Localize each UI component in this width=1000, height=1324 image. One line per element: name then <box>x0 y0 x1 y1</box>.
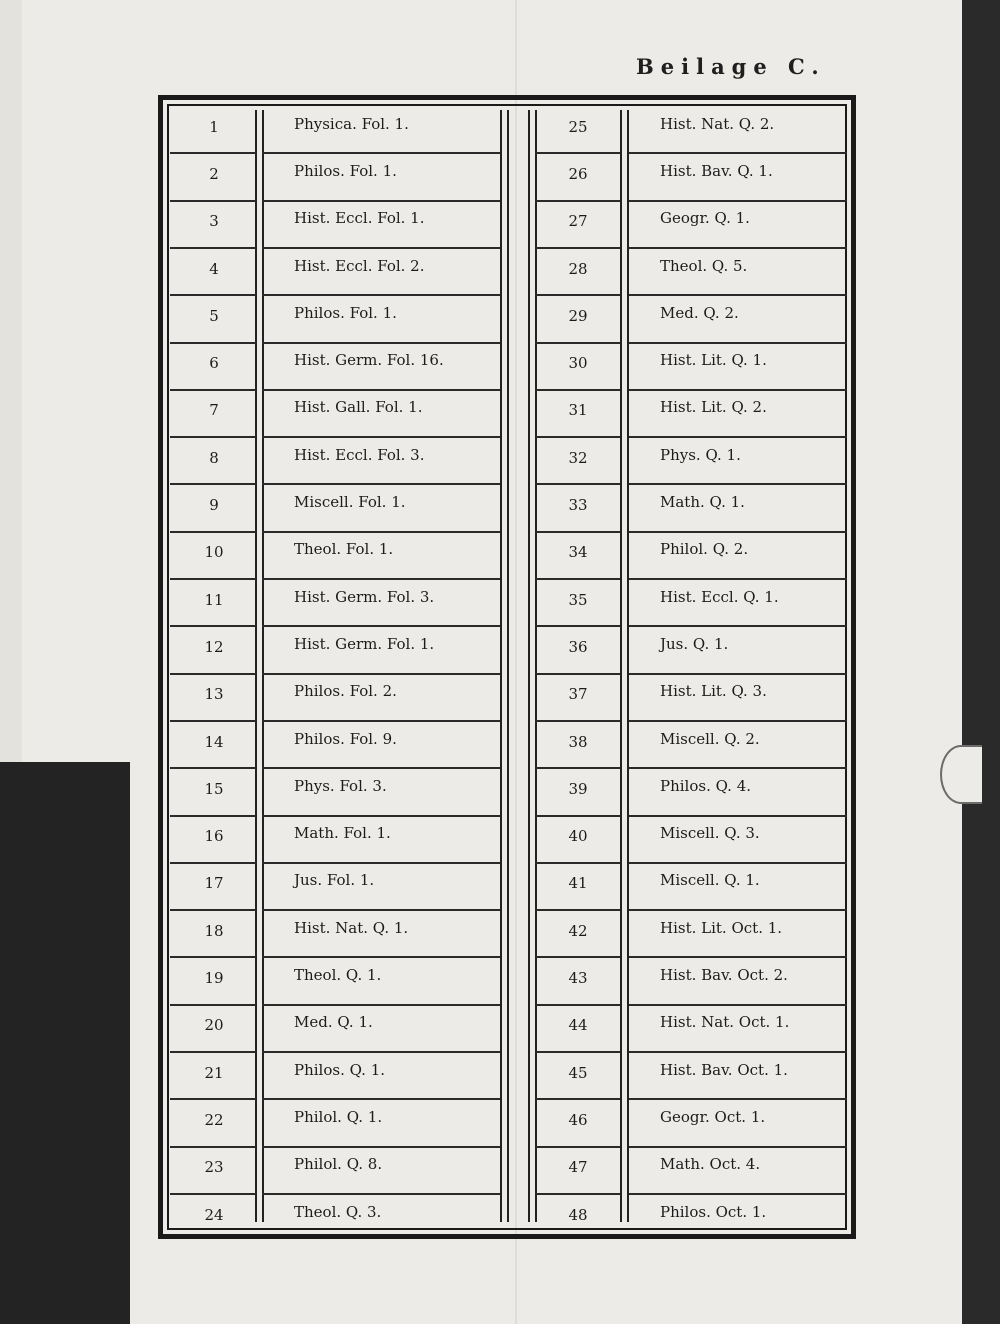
row-rule <box>629 200 847 202</box>
entry-shelfmark: Hist. Eccl. Fol. 3. <box>294 445 425 464</box>
entry-number: 19 <box>204 969 224 988</box>
entry-number: 8 <box>209 448 219 467</box>
column-divider <box>528 110 530 1222</box>
entry-shelfmark: Geogr. Q. 1. <box>660 209 750 228</box>
entry-number: 6 <box>209 354 219 373</box>
entry-shelfmark: Hist. Eccl. Fol. 2. <box>294 256 425 275</box>
column-divider <box>255 110 257 1222</box>
row-rule <box>262 1004 500 1006</box>
entry-shelfmark: Geogr. Oct. 1. <box>660 1107 766 1126</box>
entry-shelfmark: Jus. Fol. 1. <box>294 871 375 890</box>
row-rule <box>629 1051 847 1053</box>
row-rule <box>262 578 500 580</box>
row-rule <box>262 200 500 202</box>
row-rule <box>629 389 847 391</box>
entry-number: 30 <box>568 354 588 373</box>
entry-shelfmark: Hist. Nat. Oct. 1. <box>660 1013 790 1032</box>
entry-shelfmark: Miscell. Fol. 1. <box>294 493 406 512</box>
fold-tab <box>940 745 982 804</box>
row-rule <box>535 152 620 154</box>
entry-number: 43 <box>568 969 588 988</box>
row-rule <box>535 578 620 580</box>
entry-shelfmark: Philos. Q. 4. <box>660 776 752 795</box>
entry-shelfmark: Theol. Q. 3. <box>294 1202 382 1221</box>
entry-number: 22 <box>204 1110 224 1129</box>
entry-number: 20 <box>204 1016 224 1035</box>
row-rule <box>535 1098 620 1100</box>
row-rule <box>170 720 256 722</box>
column-divider <box>620 110 622 1222</box>
row-rule <box>170 294 256 296</box>
row-rule <box>535 767 620 769</box>
row-rule <box>535 200 620 202</box>
entry-number: 9 <box>209 496 219 515</box>
row-rule <box>629 342 847 344</box>
row-rule <box>629 673 847 675</box>
entry-shelfmark: Phys. Fol. 3. <box>294 776 387 795</box>
row-rule <box>262 720 500 722</box>
row-rule <box>170 483 256 485</box>
row-rule <box>535 673 620 675</box>
row-rule <box>170 625 256 627</box>
row-rule <box>170 815 256 817</box>
row-rule <box>262 389 500 391</box>
row-rule <box>170 342 256 344</box>
entry-shelfmark: Philos. Fol. 1. <box>294 303 397 322</box>
row-rule <box>629 862 847 864</box>
column-divider <box>262 110 264 1222</box>
entry-shelfmark: Hist. Eccl. Fol. 1. <box>294 209 425 228</box>
row-rule <box>535 389 620 391</box>
entry-shelfmark: Hist. Germ. Fol. 3. <box>294 587 435 606</box>
row-rule <box>170 247 256 249</box>
row-rule <box>170 531 256 533</box>
row-rule <box>629 531 847 533</box>
row-rule <box>629 436 847 438</box>
entry-number: 41 <box>568 874 588 893</box>
row-rule <box>170 767 256 769</box>
column-divider <box>627 110 629 1222</box>
row-rule <box>535 1146 620 1148</box>
row-rule <box>170 1051 256 1053</box>
entry-number: 32 <box>568 448 588 467</box>
row-rule <box>535 342 620 344</box>
row-rule <box>535 862 620 864</box>
row-rule <box>170 152 256 154</box>
entry-shelfmark: Hist. Lit. Oct. 1. <box>660 918 783 937</box>
row-rule <box>535 1051 620 1053</box>
row-rule <box>262 483 500 485</box>
entry-number: 46 <box>568 1110 588 1129</box>
entry-shelfmark: Hist. Lit. Q. 3. <box>660 682 767 701</box>
row-rule <box>262 531 500 533</box>
row-rule <box>629 720 847 722</box>
entry-number: 47 <box>568 1158 588 1177</box>
entry-number: 11 <box>204 590 224 609</box>
entry-shelfmark: Philos. Q. 1. <box>294 1060 386 1079</box>
entry-number: 36 <box>568 637 588 656</box>
entry-shelfmark: Physica. Fol. 1. <box>294 114 409 133</box>
page-heading: Beilage C. <box>636 54 826 79</box>
row-rule <box>629 1146 847 1148</box>
entry-shelfmark: Hist. Bav. Oct. 1. <box>660 1060 788 1079</box>
row-rule <box>629 1098 847 1100</box>
entry-number: 3 <box>209 212 219 231</box>
row-rule <box>535 247 620 249</box>
entry-number: 44 <box>568 1016 588 1035</box>
row-rule <box>170 1146 256 1148</box>
entry-shelfmark: Hist. Bav. Oct. 2. <box>660 966 788 985</box>
row-rule <box>629 1193 847 1195</box>
row-rule <box>170 956 256 958</box>
row-rule <box>535 815 620 817</box>
row-rule <box>262 294 500 296</box>
entry-number: 4 <box>209 259 219 278</box>
row-rule <box>629 625 847 627</box>
entry-shelfmark: Philos. Fol. 9. <box>294 729 397 748</box>
entry-shelfmark: Philos. Fol. 1. <box>294 161 397 180</box>
entry-shelfmark: Philol. Q. 1. <box>294 1107 383 1126</box>
entry-shelfmark: Theol. Fol. 1. <box>294 540 394 559</box>
row-rule <box>262 1098 500 1100</box>
entry-number: 40 <box>568 827 588 846</box>
entry-shelfmark: Med. Q. 2. <box>660 303 739 322</box>
entry-number: 7 <box>209 401 219 420</box>
entry-number: 18 <box>204 921 224 940</box>
book-edge <box>962 0 1000 1324</box>
row-rule <box>262 436 500 438</box>
entry-shelfmark: Hist. Germ. Fol. 1. <box>294 634 435 653</box>
entry-shelfmark: Hist. Germ. Fol. 16. <box>294 351 444 370</box>
entry-number: 25 <box>568 117 588 136</box>
entry-number: 5 <box>209 306 219 325</box>
entry-number: 16 <box>204 827 224 846</box>
entry-shelfmark: Miscell. Q. 3. <box>660 824 760 843</box>
row-rule <box>170 1098 256 1100</box>
entry-number: 27 <box>568 212 588 231</box>
row-rule <box>262 342 500 344</box>
entry-number: 17 <box>204 874 224 893</box>
entry-number: 42 <box>568 921 588 940</box>
entry-shelfmark: Miscell. Q. 1. <box>660 871 760 890</box>
row-rule <box>170 578 256 580</box>
row-rule <box>629 956 847 958</box>
entry-number: 37 <box>568 685 588 704</box>
entry-number: 33 <box>568 496 588 515</box>
row-rule <box>629 247 847 249</box>
row-rule <box>170 200 256 202</box>
row-rule <box>629 483 847 485</box>
entry-shelfmark: Hist. Lit. Q. 2. <box>660 398 767 417</box>
row-rule <box>170 389 256 391</box>
entry-number: 38 <box>568 732 588 751</box>
row-rule <box>262 862 500 864</box>
entry-number: 15 <box>204 779 224 798</box>
entry-shelfmark: Hist. Eccl. Q. 1. <box>660 587 779 606</box>
entry-number: 31 <box>568 401 588 420</box>
row-rule <box>262 152 500 154</box>
entry-shelfmark: Philol. Q. 2. <box>660 540 749 559</box>
row-rule <box>629 815 847 817</box>
entry-shelfmark: Phys. Q. 1. <box>660 445 741 464</box>
entry-shelfmark: Math. Q. 1. <box>660 493 745 512</box>
entry-shelfmark: Med. Q. 1. <box>294 1013 373 1032</box>
entry-number: 21 <box>204 1063 224 1082</box>
row-rule <box>170 1193 256 1195</box>
entry-number: 28 <box>568 259 588 278</box>
entry-number: 39 <box>568 779 588 798</box>
row-rule <box>170 1004 256 1006</box>
row-rule <box>629 1004 847 1006</box>
entry-number: 24 <box>204 1205 224 1224</box>
row-rule <box>629 767 847 769</box>
row-rule <box>170 673 256 675</box>
row-rule <box>262 1146 500 1148</box>
entry-number: 26 <box>568 164 588 183</box>
row-rule <box>170 436 256 438</box>
column-divider <box>507 110 509 1222</box>
entry-shelfmark: Jus. Q. 1. <box>660 634 729 653</box>
row-rule <box>262 1051 500 1053</box>
entry-shelfmark: Hist. Gall. Fol. 1. <box>294 398 423 417</box>
row-rule <box>535 909 620 911</box>
row-rule <box>262 909 500 911</box>
row-rule <box>535 956 620 958</box>
row-rule <box>262 247 500 249</box>
entry-number: 35 <box>568 590 588 609</box>
entry-shelfmark: Theol. Q. 1. <box>294 966 382 985</box>
entry-number: 12 <box>204 637 224 656</box>
entry-shelfmark: Philol. Q. 8. <box>294 1155 383 1174</box>
entry-number: 14 <box>204 732 224 751</box>
entry-shelfmark: Math. Oct. 4. <box>660 1155 761 1174</box>
entry-shelfmark: Philos. Oct. 1. <box>660 1202 767 1221</box>
row-rule <box>262 815 500 817</box>
entry-number: 23 <box>204 1158 224 1177</box>
row-rule <box>535 625 620 627</box>
row-rule <box>535 1193 620 1195</box>
column-divider <box>535 110 537 1222</box>
entry-shelfmark: Hist. Nat. Q. 1. <box>294 918 409 937</box>
entry-shelfmark: Hist. Bav. Q. 1. <box>660 161 773 180</box>
row-rule <box>535 720 620 722</box>
row-rule <box>262 956 500 958</box>
entry-number: 34 <box>568 543 588 562</box>
row-rule <box>535 1004 620 1006</box>
paper-left-strip <box>0 0 22 762</box>
row-rule <box>262 767 500 769</box>
row-rule <box>262 673 500 675</box>
entry-number: 45 <box>568 1063 588 1082</box>
entry-number: 10 <box>204 543 224 562</box>
entry-shelfmark: Math. Fol. 1. <box>294 824 391 843</box>
row-rule <box>629 152 847 154</box>
row-rule <box>535 294 620 296</box>
entry-shelfmark: Hist. Nat. Q. 2. <box>660 114 775 133</box>
row-rule <box>629 294 847 296</box>
column-divider <box>500 110 502 1222</box>
row-rule <box>629 578 847 580</box>
entry-number: 29 <box>568 306 588 325</box>
entry-shelfmark: Hist. Lit. Q. 1. <box>660 351 767 370</box>
row-rule <box>535 436 620 438</box>
row-rule <box>262 625 500 627</box>
row-rule <box>535 483 620 485</box>
row-rule <box>535 531 620 533</box>
entry-number: 48 <box>568 1205 588 1224</box>
entry-number: 13 <box>204 685 224 704</box>
entry-shelfmark: Philos. Fol. 2. <box>294 682 397 701</box>
entry-shelfmark: Miscell. Q. 2. <box>660 729 760 748</box>
row-rule <box>170 862 256 864</box>
row-rule <box>629 909 847 911</box>
row-rule <box>170 909 256 911</box>
entry-shelfmark: Theol. Q. 5. <box>660 256 748 275</box>
row-rule <box>262 1193 500 1195</box>
entry-number: 2 <box>209 164 219 183</box>
entry-number: 1 <box>209 117 219 136</box>
